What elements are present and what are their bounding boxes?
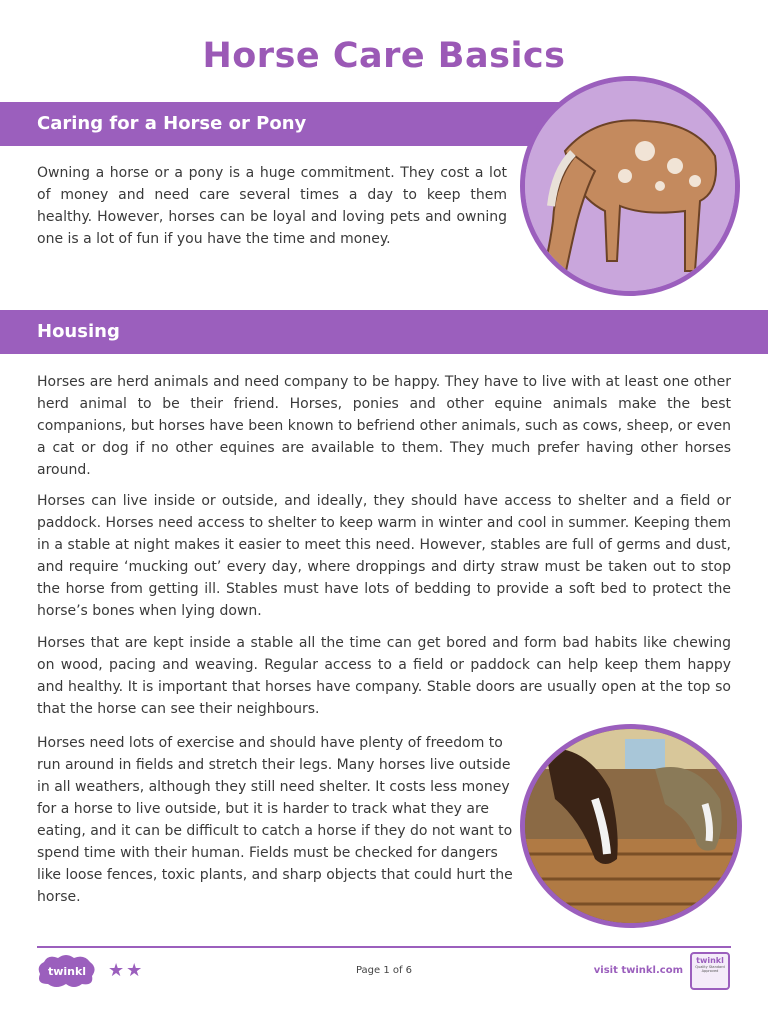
- svg-text:twinkl: twinkl: [47, 965, 87, 978]
- section-heading-housing: Housing: [0, 310, 768, 354]
- footer-divider: [37, 946, 731, 948]
- stable-horses-image: [520, 724, 742, 928]
- quality-badge-icon: [690, 952, 730, 990]
- badge-caption: Quality Standard Approved: [695, 965, 725, 973]
- star-icon: ★★: [108, 960, 145, 981]
- intro-paragraph: Owning a horse or a pony is a huge commitment. They cost a lot of money and need care several times a day to keep them healthy. However, horses can be loyal and loving pets and owning one is a lot of fun if you have the time and money.: [37, 165, 507, 247]
- page-title: Horse Care Basics: [202, 36, 566, 76]
- visit-link[interactable]: visit twinkl.com: [593, 965, 683, 976]
- housing-paragraph-2: Horses can live inside or outside, and ideally, they should have access to shelter and a field or paddock. Horses need access to shelter to keep warm in winter and cool in summer. Keeping them in a stable at night makes it easier to meet this need. However, stables are full of germs and dust, and require ‘mucking out’ every day, where droppings and dirty straw must be taken out to stop the horse from getting ill. Stables must have lots of bedding to provide a soft bed to protect the horse’s bones when lying down.: [37, 493, 731, 619]
- housing-paragraph-1: Horses are herd animals and need company to be happy. They have to live with at least one other herd animal to be their friend. Horses, ponies and other equine animals make the best companions, but horses have been known to befriend other animals, such as cows, sheep, or even a cat or dog if no other equines are available to them. They much prefer having other horses around.: [37, 374, 731, 478]
- page-number: Page 1 of 6: [355, 965, 413, 976]
- housing-paragraph-4: Horses need lots of exercise and should have plenty of freedom to run around in fields and stretch their legs. Many horses live outside in all weathers, although they still need shelter. It costs less money for a horse to live outside, but it is harder to track what they are eating, and it can be difficult to catch a horse if they do not want to spend time with their human. Fields must be checked for dangers like loose fences, toxic plants, and sharp objects that could hurt the horse.: [37, 735, 513, 905]
- badge-brand: twinkl: [696, 956, 724, 965]
- grazing-horse-image: [520, 76, 740, 296]
- housing-paragraph-3: Horses that are kept inside a stable all the time can get bored and form bad habits like chewing on wood, pacing and weaving. Regular access to a field or paddock can help keep them happy and healthy. It is important that horses have company. Stable doors are usually open at the top so that the horse can see their neighbours.: [37, 635, 731, 717]
- section-heading-caring: Caring for a Horse or Pony: [0, 102, 560, 146]
